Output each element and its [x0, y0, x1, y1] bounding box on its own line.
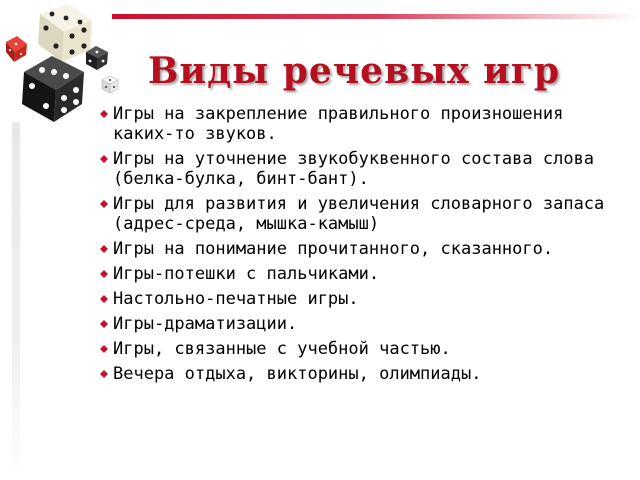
bullet-item	[100, 239, 620, 259]
slide-title: Виды речевых игр	[148, 50, 561, 92]
bullet-item	[100, 149, 620, 189]
bullet-text: Настольно-печатные игры.	[113, 289, 359, 309]
diamond-bullet-icon	[100, 320, 108, 328]
diamond-bullet-icon	[100, 200, 108, 208]
bullet-item	[100, 194, 620, 234]
bullet-item	[100, 314, 620, 334]
diamond-bullet-icon	[100, 110, 108, 118]
diamond-bullet-icon	[100, 155, 108, 163]
ivory-die-icon	[38, 4, 92, 62]
large-black-die-icon	[22, 56, 84, 122]
bullet-text: Игры на закрепление правильного произношения каких-то звуков.	[113, 104, 564, 144]
bullet-text: Игры, связанные с учебной частью.	[113, 339, 451, 359]
bullet-item	[100, 289, 620, 309]
bullet-text: Игры-потешки с пальчиками.	[113, 264, 380, 284]
bullet-item	[100, 104, 620, 144]
left-edge-rule	[12, 122, 20, 480]
diamond-bullet-icon	[100, 345, 108, 353]
bullet-text: Вечера отдыха, викторины, олимпиады.	[113, 364, 482, 384]
bullet-item	[100, 339, 620, 359]
title-underline-rule	[112, 14, 640, 19]
red-die-icon	[6, 36, 27, 62]
tiny-white-die-icon	[102, 76, 118, 93]
bullet-text: Игры-драматизации.	[113, 314, 298, 334]
bullet-item	[100, 264, 620, 284]
bullet-text: Игры на понимание прочитанного, сказанного.	[113, 239, 554, 259]
bullet-text: Игры для развития и увеличения словарного запаса (адрес-среда, мышка-камыш)	[113, 194, 605, 234]
diamond-bullet-icon	[100, 270, 108, 278]
diamond-bullet-icon	[100, 370, 108, 378]
diamond-bullet-icon	[100, 245, 108, 253]
diamond-bullet-icon	[100, 295, 108, 303]
bullet-text: Игры на уточнение звукобуквенного состава слова (белка-булка, бинт-бант).	[113, 149, 595, 189]
bullet-item	[100, 364, 620, 384]
bullet-list	[100, 104, 620, 389]
